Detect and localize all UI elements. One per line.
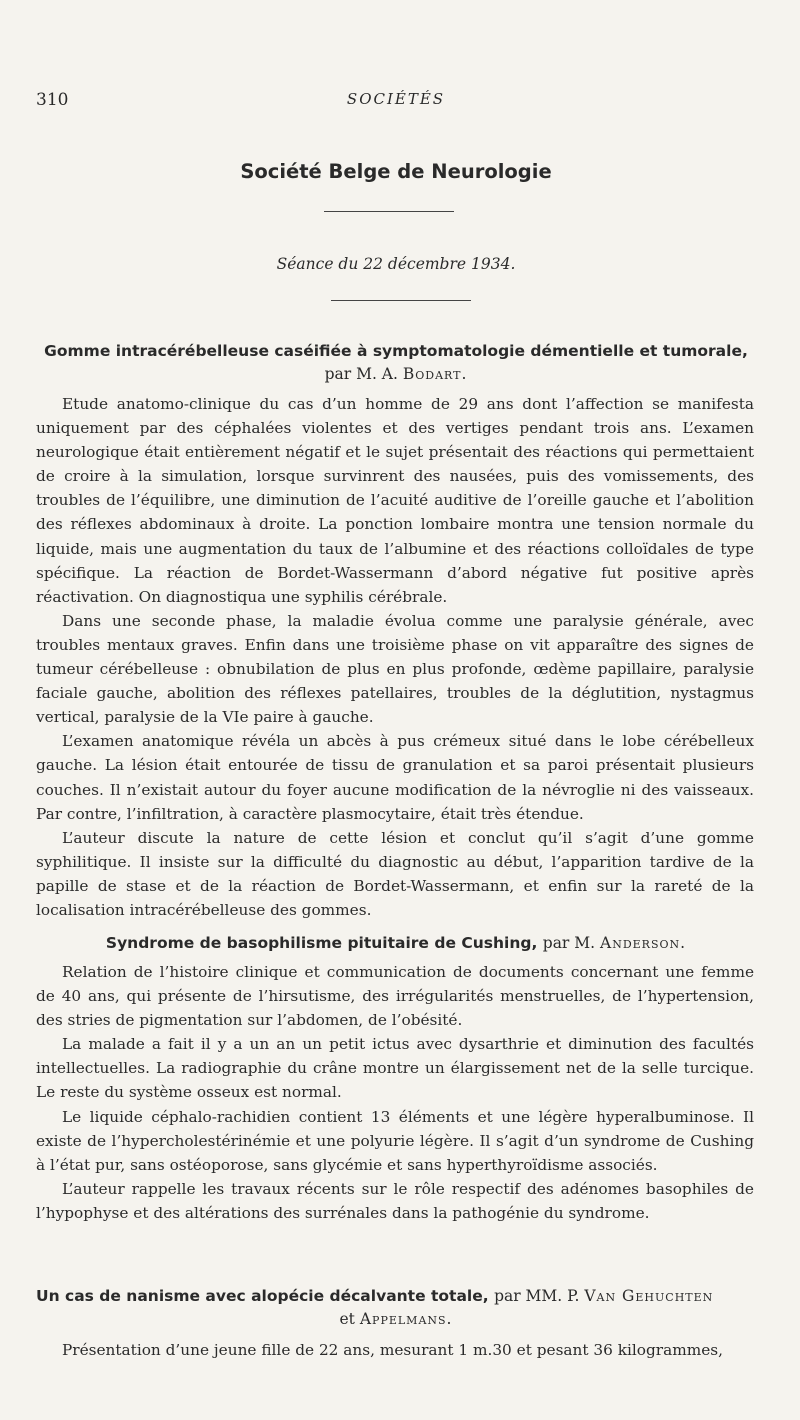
divider bbox=[324, 211, 454, 212]
paragraph: L’auteur discute la nature de cette lésion et conclut qu’il s’agit d’une gomme syphilitique. Il insiste sur la difficulté du diagnostic au début, l’apparition tardive de la papille de stase et de la réaction de Bordet-Wassermann, et enfin sur la rareté de la localisation intracérébelleuse des gommes. bbox=[36, 828, 754, 919]
running-title: SOCIÉTÉS bbox=[346, 90, 446, 108]
article-title bbox=[36, 932, 756, 955]
society-title: Société Belge de Neurologie bbox=[240, 160, 552, 183]
author-name: Van Gehuchten bbox=[584, 1287, 714, 1305]
byline: par MM. P. Van Gehuchten et Appelmans. bbox=[339, 1287, 714, 1328]
paragraph: Relation de l’histoire clinique et communication de documents concernant une femme de 40 ans, qui présente de l’hirsutisme, des irrégularités menstruelles, de l’hypertension, des stries de pigmentation sur l’abdomen, de l’obésité. bbox=[36, 963, 754, 1030]
paragraph: Présentation d’une jeune fille de 22 ans, mesurant 1 m.30 et pesant 36 kilogrammes, bbox=[62, 1341, 723, 1359]
byline: par M. Anderson. bbox=[542, 934, 687, 952]
article-body bbox=[36, 960, 754, 1225]
paragraph: L’auteur rappelle les travaux récents sur le rôle respectif des adénomes basophiles de l’hypophyse et des altérations des surrénales dans la pathogénie du syndrome. bbox=[36, 1179, 754, 1222]
article-body bbox=[36, 1338, 754, 1362]
session-date-text: 22 décembre 1934. bbox=[363, 255, 516, 273]
paragraph: Dans une seconde phase, la maladie évolua comme une paralysie générale, avec troubles mentaux graves. Enfin dans une troisième phase on vit apparaître des signes de tumeur cérébelleuse : obnubilation de plus en plus profonde, œdème papillaire, paralysie faciale gauche, abolition des réflexes patellaires, troubles de la déglutition, nystagmus vertical, paralysie de la VIe paire à gauche. bbox=[36, 611, 754, 727]
article-body bbox=[36, 392, 754, 922]
byline: par M. A. Bodart. bbox=[324, 365, 468, 383]
session-prefix: Séance du bbox=[276, 255, 359, 273]
article-title-text: Syndrome de basophilisme pituitaire de Cushing, bbox=[105, 934, 538, 952]
page bbox=[36, 0, 756, 1420]
article-title-text: Gomme intracérébelleuse caséifiée à symptomatologie démentielle et tumorale, bbox=[44, 342, 748, 360]
paragraph: L’examen anatomique révéla un abcès à pus crémeux situé dans le lobe cérébelleux gauche. La lésion était entourée de tissu de granulation et sa paroi présentait plusieurs couches. Il n’existait autour du foyer aucune modification de la névroglie ni des vaisseaux. Par contre, l’infiltration, à caractère plasmocytaire, était très étendue. bbox=[36, 732, 754, 823]
author-name: Anderson. bbox=[600, 934, 687, 952]
article-title bbox=[36, 1285, 756, 1331]
page-number: 310 bbox=[36, 90, 69, 110]
paragraph: La malade a fait il y a un an un petit ictus avec dysarthrie et diminution des facultés intellectuelles. La radiographie du crâne montre un élargissement net de la selle turcique. Le reste du système osseux est normal. bbox=[36, 1035, 754, 1102]
paragraph: Le liquide céphalo-rachidien contient 13 éléments et une légère hyperalbuminose. Il existe de l’hypercholestérinémie et une polyurie légère. Il s’agit d’un syndrome de Cushing à l’état pur, sans ostéoporose, sans glycémie et sans hyperthyroïdisme associés. bbox=[36, 1107, 754, 1174]
article-title bbox=[36, 340, 756, 386]
divider bbox=[331, 300, 471, 301]
session-date bbox=[36, 255, 756, 273]
paragraph: Etude anatomo-clinique du cas d’un homme de 29 ans dont l’affection se manifesta uniquement par des céphalées violentes et des vertiges pendant trois ans. L’examen neurologique était entièrement négatif et le sujet présentait des réactions qui permettaient de croire à la simulation, lorsque survinrent des nausées, puis des vomissements, des troubles de l’équilibre, une diminution de l’acuité auditive de l’oreille gauche et l’abolition des réflexes abdominaux à droite. La ponction lombaire montra une tension normale du liquide, mais une augmentation du taux de l’albumine et des réactions colloïdales de type spécifique. La réaction de Bordet-Wassermann d’abord négative fut positive après réactivation. On diagnostiqua une syphilis cérébrale. bbox=[36, 395, 754, 606]
article-title-text: Un cas de nanisme avec alopécie décalvante totale, bbox=[36, 1287, 489, 1305]
author-name: Bodart. bbox=[402, 365, 468, 383]
running-head bbox=[36, 90, 756, 112]
author-name: Appelmans. bbox=[359, 1310, 453, 1328]
